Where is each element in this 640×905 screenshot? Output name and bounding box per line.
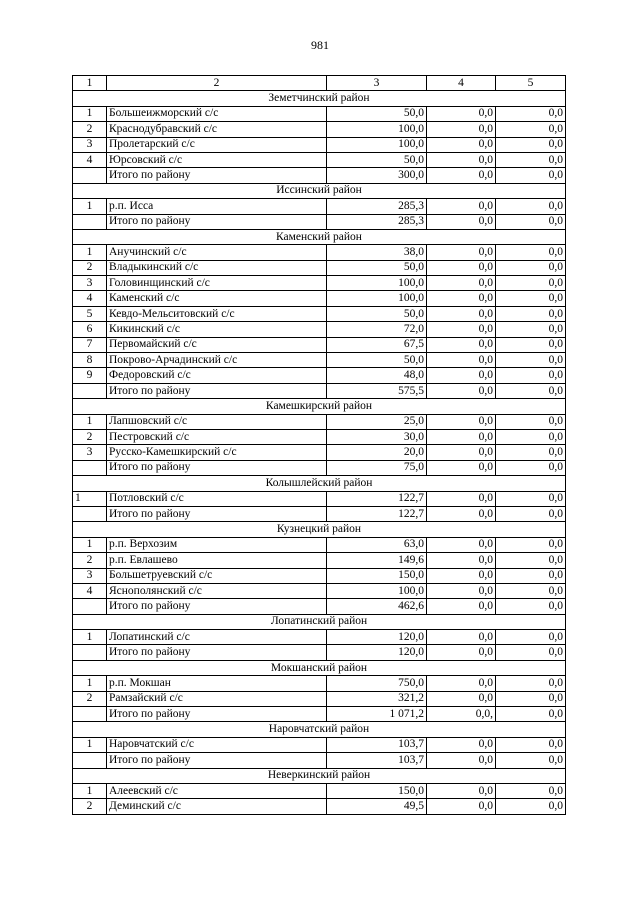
amount-value: 63,0 [327,537,427,552]
settlement-name: Каменский с/с [107,291,327,306]
column-5-value: 0,0 [496,491,566,506]
settlement-name: Итого по району [107,599,327,614]
amount-value: 50,0 [327,353,427,368]
settlement-name: Пестровский с/с [107,429,327,444]
district-total-row [73,460,566,475]
settlement-name: Лопатинский с/с [107,630,327,645]
table-row [73,783,566,798]
column-5-value: 0,0 [496,783,566,798]
column-4-value: 0,0 [427,676,496,691]
column-4-value: 0,0 [427,214,496,229]
column-4-value: 0,0 [427,368,496,383]
district-header-row [73,91,566,106]
column-4-value: 0,0 [427,245,496,260]
row-number [73,168,107,183]
column-4-value: 0,0 [427,276,496,291]
settlement-name: Владыкинский с/с [107,260,327,275]
district-total-row [73,645,566,660]
settlement-name: Итого по району [107,460,327,475]
settlement-name: Русско-Камешкирский с/с [107,445,327,460]
column-4-value: 0,0 [427,460,496,475]
table-row [73,152,566,167]
amount-value: 149,6 [327,553,427,568]
amount-value: 150,0 [327,568,427,583]
table-row [73,306,566,321]
row-number: 9 [73,368,107,383]
row-number: 2 [73,429,107,444]
row-number: 4 [73,152,107,167]
district-total-row [73,214,566,229]
amount-value: 25,0 [327,414,427,429]
table-row [73,537,566,552]
district-header-row [73,183,566,198]
settlement-name: Кикинский с/с [107,322,327,337]
district-name: Иссинский район [73,183,566,198]
row-number [73,753,107,768]
amount-value: 72,0 [327,322,427,337]
column-header-1: 1 [73,76,107,91]
column-5-value: 0,0 [496,260,566,275]
district-name: Кузнецкий район [73,522,566,537]
column-4-value: 0,0 [427,630,496,645]
amount-value: 122,7 [327,491,427,506]
settlement-name: Большетруевский с/с [107,568,327,583]
amount-value: 120,0 [327,630,427,645]
row-number: 4 [73,583,107,598]
settlement-name: Деминский с/с [107,799,327,814]
row-number: 1 [73,630,107,645]
row-number: 5 [73,306,107,321]
row-number: 1 [73,106,107,121]
amount-value: 103,7 [327,737,427,752]
column-5-value: 0,0 [496,506,566,521]
district-name: Колышлейский район [73,476,566,491]
column-4-value: 0,0 [427,491,496,506]
amount-value: 100,0 [327,583,427,598]
settlement-name: Анучинский с/с [107,245,327,260]
settlement-name: Итого по району [107,383,327,398]
amount-value: 750,0 [327,676,427,691]
settlement-name: Алеевский с/с [107,783,327,798]
column-5-value: 0,0 [496,168,566,183]
column-5-value: 0,0 [496,353,566,368]
table-row [73,799,566,814]
row-number: 2 [73,799,107,814]
district-total-row [73,168,566,183]
column-4-value: 0,0 [427,553,496,568]
table-row [73,583,566,598]
amount-value: 38,0 [327,245,427,260]
column-4-value: 0,0 [427,152,496,167]
amount-value: 50,0 [327,260,427,275]
column-4-value: 0,0, [427,707,496,722]
column-4-value: 0,0 [427,599,496,614]
column-4-value: 0,0 [427,337,496,352]
table-row [73,137,566,152]
row-number: 1 [73,414,107,429]
amount-value: 120,0 [327,645,427,660]
amount-value: 50,0 [327,106,427,121]
table-row [73,106,566,121]
column-5-value: 0,0 [496,799,566,814]
column-4-value: 0,0 [427,737,496,752]
district-header-row [73,660,566,675]
table-row [73,445,566,460]
row-number: 3 [73,137,107,152]
settlement-name: Головинщинский с/с [107,276,327,291]
amount-value: 285,3 [327,199,427,214]
district-name: Земетчинский район [73,91,566,106]
column-4-value: 0,0 [427,383,496,398]
table-row [73,676,566,691]
column-header-3: 3 [327,76,427,91]
settlement-name: Итого по району [107,707,327,722]
column-4-value: 0,0 [427,691,496,706]
column-4-value: 0,0 [427,445,496,460]
column-4-value: 0,0 [427,568,496,583]
table-row [73,630,566,645]
settlement-name: Первомайский с/с [107,337,327,352]
table-row [73,276,566,291]
column-4-value: 0,0 [427,645,496,660]
amount-value: 1 071,2 [327,707,427,722]
row-number: 2 [73,260,107,275]
column-5-value: 0,0 [496,599,566,614]
district-header-row [73,399,566,414]
table-row [73,353,566,368]
district-total-row [73,506,566,521]
settlement-name: р.п. Евлашево [107,553,327,568]
column-4-value: 0,0 [427,414,496,429]
column-5-value: 0,0 [496,707,566,722]
column-4-value: 0,0 [427,537,496,552]
column-4-value: 0,0 [427,753,496,768]
column-4-value: 0,0 [427,353,496,368]
column-4-value: 0,0 [427,137,496,152]
amount-value: 50,0 [327,306,427,321]
district-header-row [73,768,566,783]
settlement-name: Покрово-Арчадинский с/с [107,353,327,368]
row-number: 2 [73,122,107,137]
row-number: 1 [73,245,107,260]
column-header-4: 4 [427,76,496,91]
row-number: 1 [73,676,107,691]
amount-value: 100,0 [327,276,427,291]
row-number [73,506,107,521]
column-5-value: 0,0 [496,214,566,229]
amount-value: 30,0 [327,429,427,444]
row-number [73,214,107,229]
district-header-row [73,522,566,537]
row-number: 8 [73,353,107,368]
row-number: 1 [73,491,107,506]
column-5-value: 0,0 [496,691,566,706]
row-number [73,383,107,398]
amount-value: 150,0 [327,783,427,798]
column-4-value: 0,0 [427,168,496,183]
amount-value: 122,7 [327,506,427,521]
column-5-value: 0,0 [496,429,566,444]
amount-value: 20,0 [327,445,427,460]
row-number: 1 [73,199,107,214]
row-number: 6 [73,322,107,337]
column-4-value: 0,0 [427,106,496,121]
table-row [73,291,566,306]
row-number [73,645,107,660]
column-5-value: 0,0 [496,368,566,383]
column-4-value: 0,0 [427,506,496,521]
column-header-2: 2 [107,76,327,91]
column-5-value: 0,0 [496,414,566,429]
district-header-row [73,229,566,244]
table-row [73,122,566,137]
table-row [73,322,566,337]
amount-value: 575,5 [327,383,427,398]
row-number: 3 [73,568,107,583]
column-5-value: 0,0 [496,676,566,691]
column-5-value: 0,0 [496,568,566,583]
column-4-value: 0,0 [427,783,496,798]
settlement-name: Лапшовский с/с [107,414,327,429]
row-number: 2 [73,553,107,568]
district-total-row [73,707,566,722]
amount-value: 75,0 [327,460,427,475]
column-5-value: 0,0 [496,553,566,568]
amount-value: 103,7 [327,753,427,768]
column-4-value: 0,0 [427,429,496,444]
table-row [73,553,566,568]
column-5-value: 0,0 [496,106,566,121]
settlement-name: Пролетарский с/с [107,137,327,152]
column-4-value: 0,0 [427,260,496,275]
column-5-value: 0,0 [496,306,566,321]
settlement-name: Итого по району [107,214,327,229]
row-number [73,707,107,722]
page-number: 981 [311,38,329,52]
column-5-value: 0,0 [496,737,566,752]
settlement-name: Большеижморский с/с [107,106,327,121]
table-row [73,737,566,752]
table-row [73,429,566,444]
table-row [73,491,566,506]
district-name: Мокшанский район [73,660,566,675]
district-header-row [73,722,566,737]
amount-value: 285,3 [327,214,427,229]
amount-value: 100,0 [327,291,427,306]
column-4-value: 0,0 [427,583,496,598]
column-5-value: 0,0 [496,583,566,598]
district-name: Камешкирский район [73,399,566,414]
settlement-name: Потловский с/с [107,491,327,506]
column-5-value: 0,0 [496,645,566,660]
column-4-value: 0,0 [427,291,496,306]
column-5-value: 0,0 [496,291,566,306]
table-body [73,76,566,815]
district-total-row [73,753,566,768]
district-total-row [73,599,566,614]
budget-table [72,75,566,815]
column-5-value: 0,0 [496,322,566,337]
table-row [73,414,566,429]
row-number: 1 [73,537,107,552]
table-row [73,260,566,275]
table-row [73,368,566,383]
settlement-name: Рамзайский с/с [107,691,327,706]
column-4-value: 0,0 [427,799,496,814]
settlement-name: р.п. Мокшан [107,676,327,691]
row-number: 1 [73,737,107,752]
amount-value: 50,0 [327,152,427,167]
settlement-name: р.п. Исса [107,199,327,214]
settlement-name: Федоровский с/с [107,368,327,383]
column-4-value: 0,0 [427,306,496,321]
column-5-value: 0,0 [496,445,566,460]
settlement-name: Яснополянский с/с [107,583,327,598]
settlement-name: Наровчатский с/с [107,737,327,752]
table-row [73,199,566,214]
amount-value: 462,6 [327,599,427,614]
amount-value: 100,0 [327,137,427,152]
settlement-name: Краснодубравский с/с [107,122,327,137]
amount-value: 300,0 [327,168,427,183]
settlement-name: Итого по району [107,753,327,768]
district-header-row [73,614,566,629]
district-header-row [73,476,566,491]
column-5-value: 0,0 [496,199,566,214]
column-4-value: 0,0 [427,122,496,137]
amount-value: 321,2 [327,691,427,706]
settlement-name: Кевдо-Мельситовский с/с [107,306,327,321]
amount-value: 48,0 [327,368,427,383]
row-number: 4 [73,291,107,306]
settlement-name: Итого по району [107,506,327,521]
settlement-name: р.п. Верхозим [107,537,327,552]
column-header-5: 5 [496,76,566,91]
column-5-value: 0,0 [496,537,566,552]
amount-value: 100,0 [327,122,427,137]
column-5-value: 0,0 [496,630,566,645]
district-name: Лопатинский район [73,614,566,629]
column-4-value: 0,0 [427,322,496,337]
column-5-value: 0,0 [496,753,566,768]
row-number: 2 [73,691,107,706]
column-5-value: 0,0 [496,460,566,475]
row-number: 3 [73,445,107,460]
settlement-name: Итого по району [107,645,327,660]
column-5-value: 0,0 [496,383,566,398]
settlement-name: Итого по району [107,168,327,183]
district-name: Каменский район [73,229,566,244]
row-number: 3 [73,276,107,291]
district-name: Наровчатский район [73,722,566,737]
column-5-value: 0,0 [496,152,566,167]
column-5-value: 0,0 [496,337,566,352]
column-number-row [73,76,566,91]
column-5-value: 0,0 [496,137,566,152]
row-number: 1 [73,783,107,798]
amount-value: 49,5 [327,799,427,814]
column-5-value: 0,0 [496,245,566,260]
district-total-row [73,383,566,398]
table-row [73,691,566,706]
district-name: Неверкинский район [73,768,566,783]
table-row [73,245,566,260]
column-5-value: 0,0 [496,122,566,137]
table-row [73,337,566,352]
column-4-value: 0,0 [427,199,496,214]
row-number: 7 [73,337,107,352]
amount-value: 67,5 [327,337,427,352]
table-row [73,568,566,583]
settlement-name: Юрсовский с/с [107,152,327,167]
row-number [73,460,107,475]
row-number [73,599,107,614]
column-5-value: 0,0 [496,276,566,291]
